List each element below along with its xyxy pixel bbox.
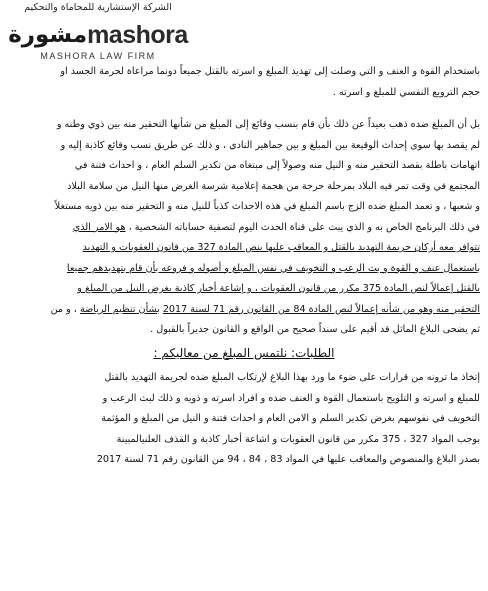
underlined-segment: بشأن تنظيم الرياضة <box>79 303 160 315</box>
underlined-segment: هو الامر الذي <box>72 221 126 233</box>
paragraph-line: للمبلغ و اسرته و التلويح باستعمال القوة و العنف ضده و افراد اسرته و ذويه و ذلك لبث الرعب و <box>102 392 480 404</box>
paragraph-line: بوجب المواد 327 ، 375 مكرر من قانون العقوبات و اشاعة أخبار كاذبة و القذف العلنيالمبينة <box>116 433 480 445</box>
paragraph-line-underlined: تتوافر معه أركان جريمة التهديد بالقتل و المعاقب عليها بنص المادة 327 من قانون العقوبات و التهديد <box>82 242 480 253</box>
paragraph-line: إتخاذ ما ترونه من قرارات على ضوء ما ورد بهذا البلاغ لإرتكاب المبلغ ضده لجريمة التهديد بالقتل <box>104 372 480 383</box>
paragraph-line: لم يقصد بها سوى إحداث الوقيعة بين المبلغ و بين جماهير النادي ، و ذلك عن طريق نسب وقائع كاذبة إليه و <box>60 139 480 151</box>
paragraph-line: المجتمع في وقت تمر فيه البلاد بمرحلة حرجة من هجمة إعلامية شرسة الغرض منها النيل من سلامة البلاد <box>67 180 480 192</box>
paragraph-line-underlined: بالقتل إعمالاً لنص المادة 375 مكرر من قانون العقوبات ، و إشاعة أخبار كاذبة بغرض النيل من المبلغ و <box>77 283 480 294</box>
paragraph-line: حجم الترويع النفسي للمبلغ و اسرته . <box>332 86 480 98</box>
underlined-segment: التحقير منه وهو من شأنه إعمالاً لنص المادة 84 من القانون رقم 71 لسنة 2017 <box>162 303 480 315</box>
paragraph-line: التخويف في نفوسهم بغرض تكدير السلم و الامن العام و احداث فتنة و النيل من المبلغ و المؤثمة <box>101 413 480 424</box>
paragraph-line: بصدر البلاغ والمنصوص والمعاقب عليها في المواد 83 ، 84 ، 94 من القانون رقم 71 لسنة 2017 <box>96 454 480 465</box>
paragraph-segment: في ذلك البرنامج الخاص به و الذي يبث على قناة الحدث اليوم لتصفية حساباته الشخصية ، <box>128 221 480 233</box>
logo-english-text: mashora <box>87 21 188 49</box>
paragraph-line <box>8 218 480 239</box>
firm-logo <box>8 16 188 50</box>
requests-heading: الطلبات: نلتمس المبلغ من معاليكم : <box>153 345 335 360</box>
paragraph-line-underlined: باستعمال عنف و القوة و بث الرعب و التخويف في نفس المبلغ و أصوله و فروعه بأن قام بتهديدهم جميعا <box>66 262 480 274</box>
document-body <box>8 62 480 471</box>
logo-arabic-text: مشورة <box>8 22 88 48</box>
firm-arabic-name: الشركة الإستشارية للمحاماة والتحكيم <box>24 2 172 13</box>
paragraph-line: اتهامات باطلة بقصد التحقير منه و النيل منه وصولاً إلى مبتغاه من تكدير السلم العام ، و احداث فتنة في <box>74 160 480 171</box>
paragraph-line: باستخدام القوة و العنف و التي وصلت إلى تهديد المبلغ و اسرته بالقتل جميعاً دونما مراعاة لحرمة الجسد او <box>60 66 480 77</box>
paragraph-line <box>8 300 480 321</box>
firm-english-subtitle: MASHORA LAW FIRM <box>40 51 156 61</box>
paragraph-line: و شعبها ، و تعمد المبلغ ضده الزج باسم المبلغ في هذه الاحداث كذباً للنيل منه و التحقير منه بين ذويه مستغلاً <box>54 201 480 212</box>
paragraph-segment: ، و من <box>50 303 77 315</box>
paragraph-line: بل أن المبلغ ضده ذهب بعيداً عن ذلك بأن قام بنسب وقائع إلى المبلغ من شأنها التحقير منه بين ذوي وطنه و <box>56 119 480 130</box>
paragraph-line: ثم يضحى البلاغ الماثل قد أقيم على سنداً صحيح من الواقع و القانون جديراً بالقبول . <box>150 324 480 335</box>
